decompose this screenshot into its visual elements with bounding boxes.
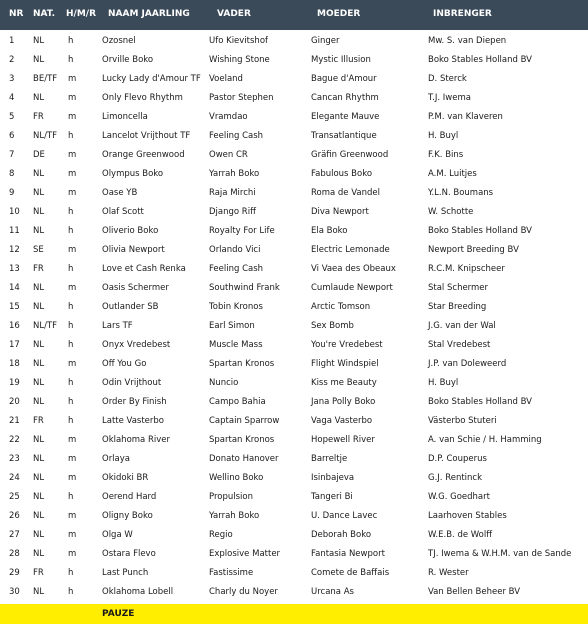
- table-row: [0, 146, 588, 165]
- cell-vader: Propulsion: [209, 492, 254, 502]
- cell-inbrenger: Mw. S. van Diepen: [428, 36, 507, 46]
- cell-nat: NL: [33, 435, 45, 445]
- cell-sex: h: [68, 568, 74, 578]
- cell-moeder: Sex Bomb: [311, 321, 354, 331]
- cell-inbrenger: Y.L.N. Boumans: [428, 188, 494, 198]
- table-row: [0, 127, 588, 146]
- cell-nat: NL: [33, 340, 45, 350]
- table-row: [0, 70, 588, 89]
- cell-vader: Pastor Stephen: [209, 93, 274, 103]
- cell-nr: 9: [9, 188, 15, 198]
- cell-inbrenger: W.G. Goedhart: [428, 492, 490, 502]
- cell-sex: m: [68, 435, 77, 445]
- cell-sex: m: [68, 188, 77, 198]
- cell-vader: Nuncio: [209, 378, 239, 388]
- cell-nr: 15: [9, 302, 20, 312]
- cell-vader: Muscle Mass: [209, 340, 263, 350]
- cell-sex: m: [68, 549, 77, 559]
- cell-name: Ostara Flevo: [102, 549, 156, 559]
- cell-vader: Donato Hanover: [209, 454, 279, 464]
- cell-sex: m: [68, 283, 77, 293]
- cell-sex: h: [68, 36, 74, 46]
- cell-name: Oliverio Boko: [102, 226, 159, 236]
- table-row: [0, 108, 588, 127]
- cell-nr: 27: [9, 530, 20, 540]
- cell-sex: m: [68, 245, 77, 255]
- cell-vader: Earl Simon: [209, 321, 255, 331]
- cell-sex: h: [68, 397, 74, 407]
- cell-name: Lars TF: [102, 321, 133, 331]
- cell-inbrenger: W.E.B. de Wolff: [428, 530, 493, 540]
- cell-sex: h: [68, 264, 74, 274]
- cell-sex: h: [68, 378, 74, 388]
- cell-name: Latte Vasterbo: [102, 416, 164, 426]
- cell-name: Oasis Schermer: [102, 283, 169, 293]
- cell-sex: m: [68, 93, 77, 103]
- table-row: [0, 336, 588, 355]
- cell-vader: Feeling Cash: [209, 131, 264, 141]
- cell-moeder: You're Vredebest: [311, 340, 383, 350]
- cell-sex: m: [68, 150, 77, 160]
- cell-vader: Raja Mirchi: [209, 188, 256, 198]
- cell-vader: Yarrah Boko: [209, 511, 260, 521]
- cell-vader: Vramdao: [209, 112, 248, 122]
- header-sex: H/M/R: [66, 9, 96, 19]
- cell-name: Last Punch: [102, 568, 149, 578]
- cell-vader: Regio: [209, 530, 233, 540]
- cell-inbrenger: A. van Schie / H. Hamming: [428, 435, 542, 445]
- header-vader: VADER: [217, 9, 251, 19]
- cell-nat: BE/TF: [33, 74, 58, 84]
- cell-moeder: Vaga Vasterbo: [311, 416, 373, 426]
- cell-vader: Wellino Boko: [209, 473, 264, 483]
- cell-name: Olympus Boko: [102, 169, 164, 179]
- cell-vader: Yarrah Boko: [209, 169, 260, 179]
- cell-nr: 28: [9, 549, 20, 559]
- cell-nr: 29: [9, 568, 20, 578]
- cell-sex: h: [68, 302, 74, 312]
- cell-name: Odin Vrijthout: [102, 378, 162, 388]
- cell-moeder: Kiss me Beauty: [311, 378, 377, 388]
- cell-moeder: Comete de Baffais: [311, 568, 390, 578]
- cell-nr: 7: [9, 150, 15, 160]
- cell-inbrenger: J.P. van Doleweerd: [428, 359, 507, 369]
- cell-inbrenger: R. Wester: [428, 568, 469, 578]
- cell-nat: NL: [33, 169, 45, 179]
- cell-moeder: Elegante Mauve: [311, 112, 380, 122]
- table-header: [0, 0, 588, 30]
- cell-nr: 1: [9, 36, 15, 46]
- cell-moeder: Transatlantique: [311, 131, 377, 141]
- cell-nat: NL: [33, 226, 45, 236]
- cell-nr: 26: [9, 511, 20, 521]
- cell-name: Okidoki BR: [102, 473, 149, 483]
- cell-moeder: Jana Polly Boko: [311, 397, 376, 407]
- cell-nat: NL/TF: [33, 321, 58, 331]
- cell-nr: 11: [9, 226, 20, 236]
- cell-inbrenger: F.K. Bins: [428, 150, 464, 160]
- cell-sex: m: [68, 511, 77, 521]
- table-row: [0, 488, 588, 507]
- table-row: [0, 184, 588, 203]
- cell-nr: 12: [9, 245, 20, 255]
- cell-name: Orlaya: [102, 454, 130, 464]
- header-name: NAAM JAARLING: [108, 9, 190, 19]
- cell-moeder: Roma de Vandel: [311, 188, 380, 198]
- cell-moeder: Barreltje: [311, 454, 348, 464]
- cell-sex: h: [68, 207, 74, 217]
- cell-vader: Explosive Matter: [209, 549, 281, 559]
- cell-vader: Tobin Kronos: [209, 302, 263, 312]
- cell-vader: Wishing Stone: [209, 55, 270, 65]
- cell-inbrenger: P.M. van Klaveren: [428, 112, 503, 122]
- cell-vader: Southwind Frank: [209, 283, 280, 293]
- cell-inbrenger: J.G. van der Wal: [428, 321, 496, 331]
- cell-nat: DE: [33, 150, 45, 160]
- table-row: [0, 51, 588, 70]
- cell-nat: NL: [33, 397, 45, 407]
- cell-moeder: Deborah Boko: [311, 530, 372, 540]
- cell-vader: Spartan Kronos: [209, 359, 275, 369]
- cell-moeder: Fabulous Boko: [311, 169, 373, 179]
- cell-sex: m: [68, 359, 77, 369]
- cell-vader: Captain Sparrow: [209, 416, 280, 426]
- table-row: [0, 241, 588, 260]
- cell-nr: 30: [9, 587, 20, 597]
- cell-inbrenger: Laarhoven Stables: [428, 511, 507, 521]
- cell-name: Limoncella: [102, 112, 148, 122]
- cell-vader: Voeland: [209, 74, 243, 84]
- cell-name: Lucky Lady d'Amour TF: [102, 74, 201, 84]
- cell-nr: 20: [9, 397, 20, 407]
- header-inbrenger: INBRENGER: [433, 9, 492, 19]
- cell-nat: NL: [33, 188, 45, 198]
- cell-inbrenger: Stal Schermer: [428, 283, 489, 293]
- cell-name: Only Flevo Rhythm: [102, 93, 183, 103]
- cell-sex: m: [68, 74, 77, 84]
- cell-nat: NL: [33, 492, 45, 502]
- cell-name: Olaf Scott: [102, 207, 144, 217]
- cell-name: Outlander SB: [102, 302, 159, 312]
- cell-name: Oase YB: [102, 188, 138, 198]
- table-row: [0, 32, 588, 51]
- cell-moeder: U. Dance Lavec: [311, 511, 378, 521]
- cell-inbrenger: T.J. Iwema: [428, 93, 471, 103]
- cell-moeder: Isinbajeva: [311, 473, 355, 483]
- cell-sex: h: [68, 492, 74, 502]
- cell-sex: m: [68, 454, 77, 464]
- cell-inbrenger: W. Schotte: [428, 207, 474, 217]
- cell-sex: h: [68, 340, 74, 350]
- cell-inbrenger: H. Buyl: [428, 378, 459, 388]
- cell-nat: NL: [33, 93, 45, 103]
- cell-nr: 10: [9, 207, 20, 217]
- cell-nr: 3: [9, 74, 15, 84]
- cell-nat: NL: [33, 207, 45, 217]
- cell-name: Olga W: [102, 530, 133, 540]
- cell-inbrenger: Star Breeding: [428, 302, 487, 312]
- cell-nr: 2: [9, 55, 15, 65]
- cell-moeder: Mystic Illusion: [311, 55, 371, 65]
- cell-nr: 5: [9, 112, 15, 122]
- cell-nat: NL: [33, 55, 45, 65]
- cell-moeder: Tangeri Bi: [311, 492, 353, 502]
- cell-name: Orville Boko: [102, 55, 154, 65]
- cell-moeder: Urcana As: [311, 587, 354, 597]
- table-row: [0, 431, 588, 450]
- table-row: [0, 165, 588, 184]
- cell-sex: h: [68, 55, 74, 65]
- table-row: [0, 222, 588, 241]
- cell-vader: Ufo Kievitshof: [209, 36, 269, 46]
- cell-inbrenger: Boko Stables Holland BV: [428, 55, 533, 65]
- cell-moeder: Electric Lemonade: [311, 245, 390, 255]
- cell-inbrenger: A.M. Luitjes: [428, 169, 477, 179]
- cell-moeder: Fantasia Newport: [311, 549, 385, 559]
- header-nat: NAT.: [33, 9, 55, 19]
- cell-nr: 18: [9, 359, 20, 369]
- cell-inbrenger: D. Sterck: [428, 74, 467, 84]
- cell-inbrenger: D.P. Couperus: [428, 454, 487, 464]
- cell-nat: NL: [33, 378, 45, 388]
- cell-nat: NL: [33, 302, 45, 312]
- cell-nat: NL: [33, 549, 45, 559]
- table-row: [0, 412, 588, 431]
- cell-moeder: Vi Vaea des Obeaux: [311, 264, 396, 274]
- cell-sex: h: [68, 587, 74, 597]
- cell-nat: NL: [33, 511, 45, 521]
- cell-nr: 23: [9, 454, 20, 464]
- cell-vader: Django Riff: [209, 207, 256, 217]
- cell-nat: NL: [33, 587, 45, 597]
- cell-name: Oerend Hard: [102, 492, 157, 502]
- cell-vader: Owen CR: [209, 150, 248, 160]
- cell-name: Onyx Vredebest: [102, 340, 171, 350]
- cell-sex: m: [68, 530, 77, 540]
- cell-nr: 8: [9, 169, 15, 179]
- cell-nr: 17: [9, 340, 20, 350]
- cell-moeder: Ela Boko: [311, 226, 348, 236]
- cell-vader: Feeling Cash: [209, 264, 264, 274]
- cell-sex: m: [68, 169, 77, 179]
- table-row: [0, 298, 588, 317]
- cell-inbrenger: Boko Stables Holland BV: [428, 397, 533, 407]
- cell-name: Ozosnel: [102, 36, 136, 46]
- cell-sex: h: [68, 131, 74, 141]
- cell-inbrenger: H. Buyl: [428, 131, 459, 141]
- cell-name: Off You Go: [102, 359, 147, 369]
- cell-moeder: Flight Windspiel: [311, 359, 379, 369]
- cell-inbrenger: Boko Stables Holland BV: [428, 226, 533, 236]
- cell-nr: 6: [9, 131, 15, 141]
- table-row: [0, 374, 588, 393]
- cell-nr: 16: [9, 321, 20, 331]
- table-row: [0, 260, 588, 279]
- cell-inbrenger: Stal Vredebest: [428, 340, 491, 350]
- cell-nat: SE: [33, 245, 44, 255]
- table-row: [0, 469, 588, 488]
- cell-nr: 21: [9, 416, 20, 426]
- cell-inbrenger: G.J. Rentinck: [428, 473, 483, 483]
- table-row: [0, 583, 588, 602]
- cell-moeder: Cumlaude Newport: [311, 283, 393, 293]
- cell-nat: NL: [33, 283, 45, 293]
- table-row: [0, 507, 588, 526]
- cell-sex: h: [68, 416, 74, 426]
- cell-inbrenger: R.C.M. Knipscheer: [428, 264, 505, 274]
- table-row: [0, 317, 588, 336]
- table-row: [0, 545, 588, 564]
- cell-vader: Campo Bahia: [209, 397, 266, 407]
- header-moeder: MOEDER: [317, 9, 361, 19]
- cell-moeder: Diva Newport: [311, 207, 369, 217]
- cell-sex: h: [68, 226, 74, 236]
- cell-nr: 13: [9, 264, 20, 274]
- cell-name: Olivia Newport: [102, 245, 165, 255]
- table-row: [0, 203, 588, 222]
- pause-label: PAUZE: [102, 609, 135, 619]
- table-row: [0, 355, 588, 374]
- cell-moeder: Hopewell River: [311, 435, 375, 445]
- cell-vader: Royalty For Life: [209, 226, 275, 236]
- cell-moeder: Gräfin Greenwood: [311, 150, 389, 160]
- cell-nat: FR: [33, 416, 44, 426]
- cell-nat: NL: [33, 530, 45, 540]
- table-row: [0, 279, 588, 298]
- cell-name: Oklahoma Lobell: [102, 587, 174, 597]
- table-row: [0, 89, 588, 108]
- cell-vader: Charly du Noyer: [209, 587, 278, 597]
- cell-nr: 4: [9, 93, 15, 103]
- cell-name: Oklahoma River: [102, 435, 170, 445]
- pause-bar: [0, 604, 588, 624]
- cell-nr: 19: [9, 378, 20, 388]
- cell-nat: FR: [33, 112, 44, 122]
- table-row: [0, 393, 588, 412]
- cell-nr: 22: [9, 435, 20, 445]
- cell-vader: Orlando Vici: [209, 245, 261, 255]
- cell-sex: m: [68, 112, 77, 122]
- cell-nat: FR: [33, 568, 44, 578]
- table-row: [0, 564, 588, 583]
- cell-nat: NL: [33, 473, 45, 483]
- cell-nr: 24: [9, 473, 20, 483]
- cell-inbrenger: Van Bellen Beheer BV: [428, 587, 521, 597]
- table-row: [0, 526, 588, 545]
- cell-moeder: Arctic Tomson: [311, 302, 371, 312]
- cell-moeder: Cancan Rhythm: [311, 93, 379, 103]
- cell-nat: NL/TF: [33, 131, 58, 141]
- table-body: [0, 32, 588, 602]
- cell-name: Orange Greenwood: [102, 150, 185, 160]
- cell-moeder: Bague d'Amour: [311, 74, 377, 84]
- cell-name: Lancelot Vrijthout TF: [102, 131, 191, 141]
- cell-name: Love et Cash Renka: [102, 264, 186, 274]
- table-row: [0, 450, 588, 469]
- cell-sex: h: [68, 321, 74, 331]
- cell-nat: FR: [33, 264, 44, 274]
- cell-nr: 14: [9, 283, 20, 293]
- cell-moeder: Ginger: [311, 36, 340, 46]
- cell-inbrenger: Västerbo Stuteri: [428, 416, 497, 426]
- cell-nat: NL: [33, 359, 45, 369]
- cell-nat: NL: [33, 454, 45, 464]
- cell-name: Oligny Boko: [102, 511, 153, 521]
- cell-vader: Spartan Kronos: [209, 435, 275, 445]
- cell-name: Order By Finish: [102, 397, 167, 407]
- cell-inbrenger: TJ. Iwema & W.H.M. van de Sande: [428, 549, 572, 559]
- cell-inbrenger: Newport Breeding BV: [428, 245, 519, 255]
- cell-vader: Fastissime: [209, 568, 254, 578]
- cell-nr: 25: [9, 492, 20, 502]
- cell-sex: m: [68, 473, 77, 483]
- cell-nat: NL: [33, 36, 45, 46]
- header-nr: NR: [9, 9, 24, 19]
